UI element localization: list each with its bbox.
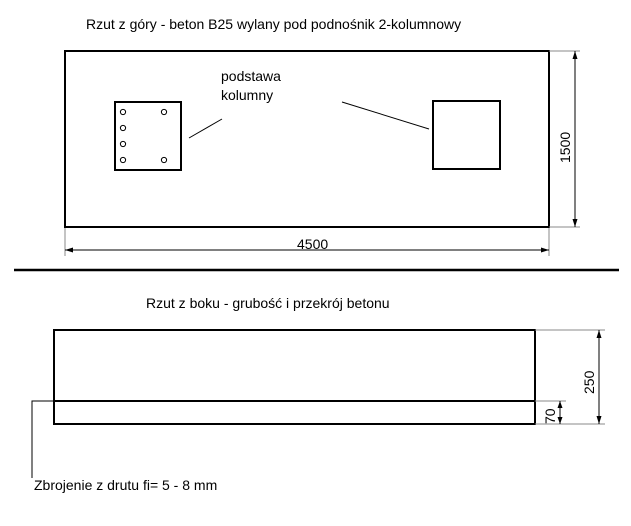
bolt-hole	[120, 141, 125, 146]
column-base-label-line2: kolumny	[221, 87, 274, 103]
bolt-hole	[161, 157, 166, 162]
bolt-hole	[120, 109, 125, 114]
bolt-hole	[161, 109, 166, 114]
height-dimension-label: 1500	[557, 131, 573, 163]
column-base-label: podstawa	[221, 68, 281, 84]
rebar-label: Zbrojenie z drutu fi= 5 - 8 mm	[34, 477, 218, 493]
column-base-left	[115, 102, 181, 170]
column-base-right	[433, 101, 500, 169]
bolt-hole	[120, 125, 125, 130]
leader-line-right	[342, 102, 429, 129]
slab-top-outline	[65, 51, 549, 227]
layer-dimension-label: 70	[542, 408, 558, 424]
width-dimension-label: 4500	[297, 236, 329, 252]
bolt-hole	[120, 157, 125, 162]
top-view-title: Rzut z góry - beton B25 wylany pod podnośnik 2-kolumnowy	[86, 16, 462, 32]
total-height-label: 250	[581, 370, 597, 394]
leader-line-left	[189, 119, 222, 138]
slab-side-outline	[54, 330, 535, 424]
anchor-bolt-holes	[120, 109, 166, 162]
rebar-leader-line	[32, 401, 54, 478]
side-view-title: Rzut z boku - grubość i przekrój betonu	[146, 295, 390, 311]
